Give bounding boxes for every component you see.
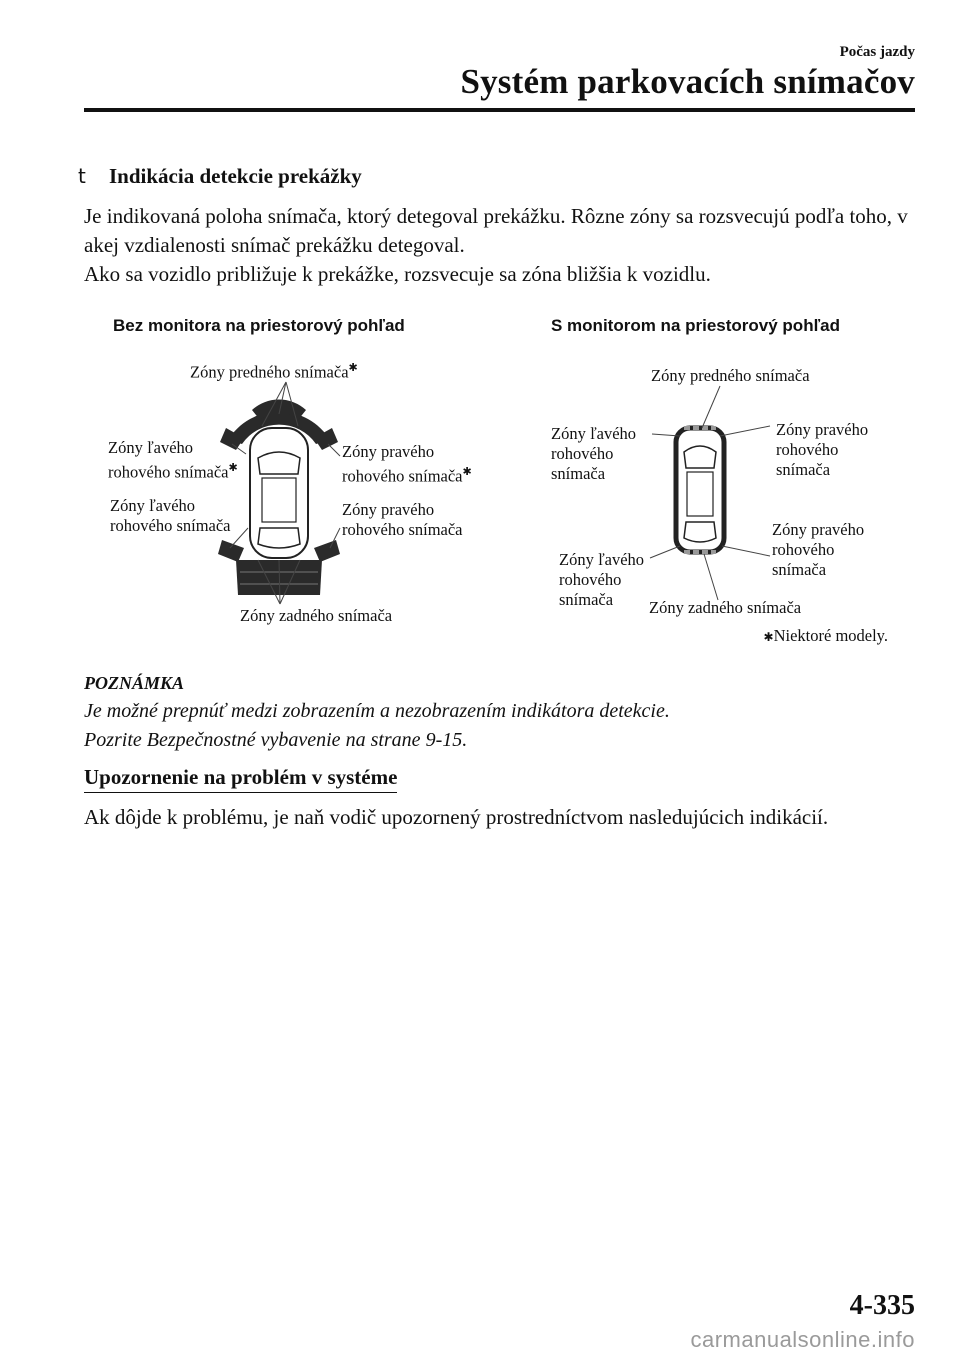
- running-header-section: Počas jazdy: [839, 44, 915, 60]
- warning-heading: Upozornenie na problém v systéme: [84, 765, 397, 793]
- caption-right-rear: Zóny zadného snímača: [649, 598, 802, 617]
- star-icon: ✱: [462, 465, 472, 478]
- figure-title-right: S monitorom na priestorový pohľad: [551, 316, 840, 335]
- warning-paragraph: Ak dôjde k problému, je naň vodič upozornený prostredníctvom nasledujúcich indikácií.: [84, 805, 829, 829]
- note-line-1: Je možné prepnúť medzi zobrazením a nezobrazením indikátora detekcie.: [84, 700, 670, 722]
- caption-left-left-front: Zóny ľavého rohového snímača✱: [108, 438, 238, 482]
- watermark: carmanualsonline.info: [690, 1327, 915, 1352]
- footnote: ✱Niektoré modely.: [763, 626, 888, 645]
- paragraph-1b-text: Ako sa vozidlo približuje k prekážke, rozsvecuje sa zóna bližšia k vozidlu.: [84, 262, 711, 286]
- star-icon: ✱: [228, 461, 238, 474]
- caption-right-right-rear: Zóny pravého rohového snímača: [772, 520, 865, 579]
- caption-right-right-front: Zóny pravého rohového snímača: [776, 420, 869, 479]
- caption-right-left-front: Zóny ľavého rohového snímača: [551, 424, 637, 483]
- star-icon: ✱: [348, 361, 358, 374]
- caption-left-front: Zóny predného snímača✱: [190, 361, 358, 382]
- caption-left-rear: Zóny zadného snímača: [240, 606, 393, 625]
- note-line-2: Pozrite Bezpečnostné vybavenie na strane 9-15.: [84, 729, 468, 751]
- subsection-title: Indikácia detekcie prekážky: [109, 164, 362, 188]
- paragraph-1-text: Je indikovaná poloha snímača, ktorý detegoval prekážku. Rôzne zóny sa rozsvecujú podľa toho, v akej vzdialenosti snímač prekážku detegoval.: [84, 204, 908, 257]
- caption-right-front: Zóny predného snímača: [651, 366, 810, 385]
- page-title: Systém parkovacích snímačov: [460, 62, 915, 101]
- figure-title-left: Bez monitora na priestorový pohľad: [113, 316, 405, 335]
- right-car-icon: [676, 428, 724, 552]
- caption-left-right-front: Zóny pravého rohového snímača✱: [342, 442, 472, 486]
- caption-right-left-rear: Zóny ľavého rohového snímača: [559, 550, 645, 609]
- left-car-icon: [250, 428, 308, 558]
- note-heading: POZNÁMKA: [84, 673, 185, 693]
- caption-left-left-rear: Zóny ľavého rohového snímača: [110, 496, 231, 535]
- bullet-icon: t: [78, 164, 86, 188]
- star-icon: ✱: [763, 630, 774, 644]
- caption-left-right-rear: Zóny pravého rohového snímača: [342, 500, 463, 539]
- page-number: 4-335: [849, 1290, 915, 1321]
